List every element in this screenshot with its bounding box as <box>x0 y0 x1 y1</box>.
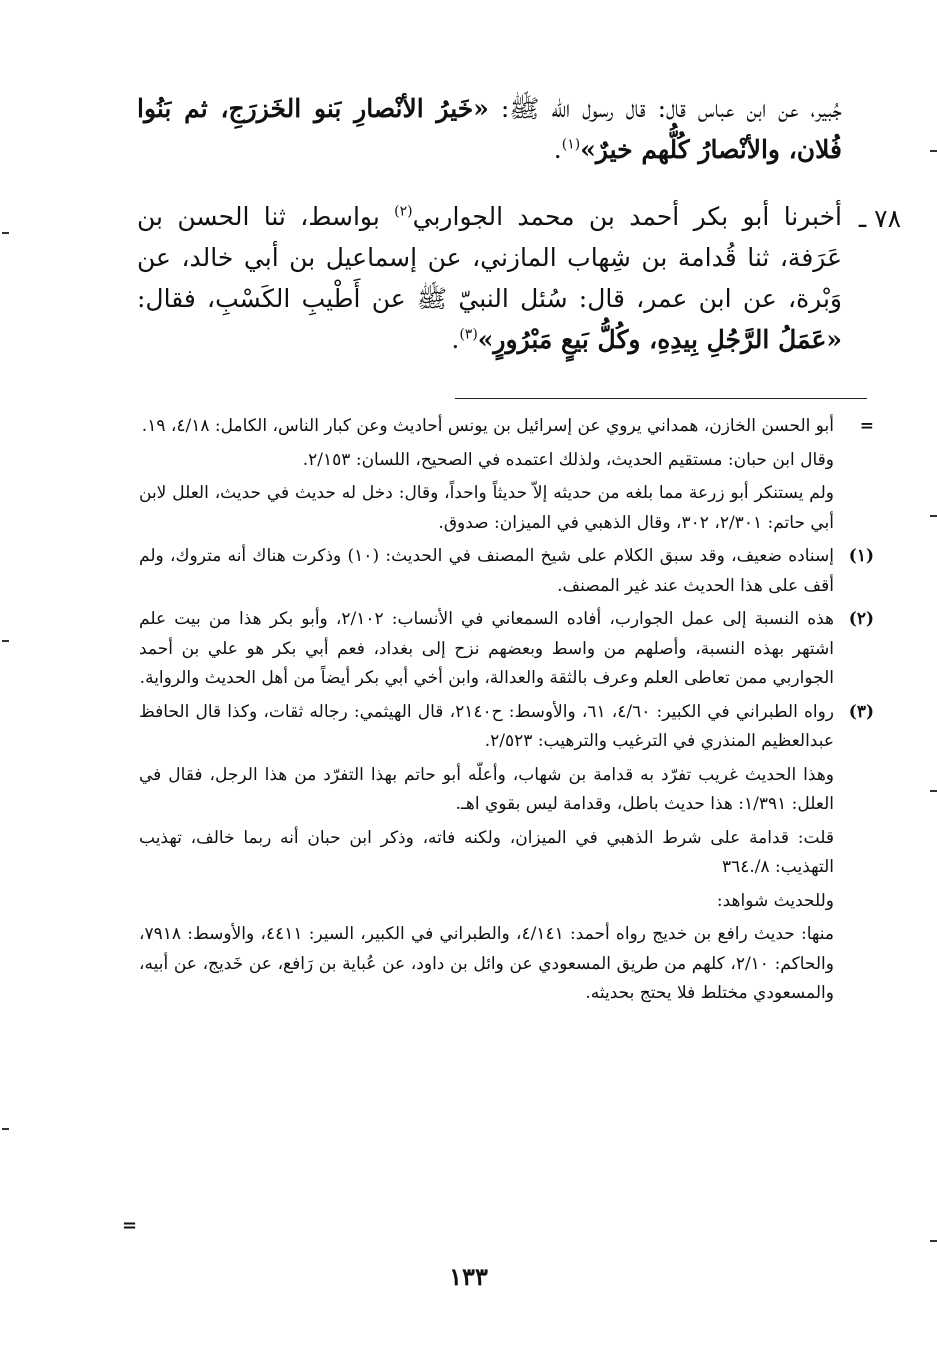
prophetic-saying: «خَيرُ الأنْصارِ بَنو الخَزرَجِ، ثم بَنُوا فُلان، والأنْصارُ كُلُّهم خيرٌ» <box>137 94 842 164</box>
footnotes-section <box>139 412 874 1013</box>
footnote-ref-1[interactable]: (١) <box>561 136 581 153</box>
scan-mark <box>930 1240 937 1242</box>
period: . <box>553 135 562 164</box>
isnad-start: أخبرنا أبو بكر أحمد بن محمد الجواربي <box>412 202 843 231</box>
footnote-line: إسناده ضعيف، وقد سبق الكلام على شيخ المصنف في الحديث: (١٠) وذكرت هناك أنه متروك، ولم أقف على هذا الحديث عند غير المصنف. <box>139 546 834 596</box>
footnote-line: رواه الطبراني في الكبير: ٤/٦٠، ٦١، والأوسط: ح٢١٤٠، قال الهيثمي: رجاله ثقات، وكذا قال الحافظ عبدالعظيم المنذري في الترغيب والترهيب: ٢/٥٢٣. <box>139 701 834 751</box>
footnote-separator <box>455 398 867 399</box>
footnote-marker: (٢) <box>848 609 874 629</box>
footnote-line: أبو الحسن الخازن، همداني يروي عن إسرائيل بن يونس أحاديث وعن كبار الناس، الكامل: ٤/١٨، ١٩. <box>141 416 834 436</box>
scan-mark <box>930 515 937 517</box>
footnote-line: وللحديث شواهد: <box>716 890 834 911</box>
scan-mark <box>2 640 9 642</box>
footnote-line: وقال ابن حبان: مستقيم الحديث، ولذلك اعتمده في الصحيح، اللسان: ٢/١٥٣. <box>302 449 834 470</box>
footnote-ref-2[interactable]: (٢) <box>394 203 413 220</box>
scan-mark <box>2 232 9 234</box>
period: . <box>451 325 460 354</box>
scan-mark <box>930 790 937 792</box>
footnote-ref-3[interactable]: (٣) <box>459 326 478 343</box>
hadith-number: ٧٨ ـ <box>858 204 901 233</box>
footnote-1 <box>139 542 874 601</box>
hadith-77-ending <box>137 88 842 170</box>
footnote-3 <box>139 698 874 1009</box>
footnote-line: هذه النسبة إلى عمل الجوارب، أفاده السمعاني في الأنساب: ٢/١٠٢، وأبو بكر هذا من بيت علم اشتهر بهذه النسبة، وأصلهم من واسط وبعضهم نزح إلى بغداد، فعم أبي بكر هو علي بن أحمد الجواربي ممن تعاطى العلم وعرف بالثقة والعدالة، وابن أخي أبي بكر أيضاً من أهل الحديث والرواية. <box>139 609 834 688</box>
footnote-line: ولم يستنكر أبو زرعة مما بلغه من حديثه إلاّ حديثاً واحداً، وقال: دخل له حديث في حديث، العلل لابن أبي حاتم: ٢/٣٠١، ٣٠٢، وقال الذهبي في الميزان: صدوق. <box>139 483 834 533</box>
hadith-78 <box>137 196 842 360</box>
scan-mark <box>930 150 937 152</box>
footnote-marker: (٣) <box>848 701 874 722</box>
footnote-line: وهذا الحديث غريب تفرّد به قدامة بن شهاب، وأعلّه أبو حاتم بهذا التفرّد من هذا الرجل، فقال في العلل: ١/٣٩١: هذا حديث باطل، وقدامة ليس بقوي اهـ. <box>139 764 834 814</box>
continuation-marker: = <box>859 416 874 436</box>
footnote-2 <box>139 605 874 694</box>
isnad-rest: بواسط، ثنا الحسن بن عَرَفة، ثنا قُدامة بن شِهاب المازني، عن إسماعيل بن أبي خالد، عن وَبْرة، عن ابن عمر، قال: سُئل النبيّ ﷺ عن أَطْيبِ الكَسْبِ، فقال: <box>137 202 842 313</box>
narration-text: جُبير، عن ابن عباس قال: قال رسول الله ﷺ: <box>488 94 842 123</box>
footnote-line: قلت: قدامة على شرط الذهبي في الميزان، ولكنه فاته، وذكر ابن حبان أنه ربما خالف، تهذيب التهذيب: ٨/.٣٦٤ <box>139 827 834 877</box>
footnote-continues-mark: = <box>122 1215 138 1236</box>
scan-mark <box>2 1128 9 1130</box>
page-number: ١٣٣ <box>449 1262 488 1291</box>
prophetic-saying: «عَمَلُ الرَّجُلِ بِيدِهِ، وكُلُّ بَيعٍ مَبْرُورٍ» <box>477 325 842 354</box>
footnote-line: منها: حديث رافع بن خديج رواه أحمد: ٤/١٤١، والطبراني في الكبير، السير: ٤٤١١، والأوسط: ٧٩١٨، والحاكم: ٢/١٠، كلهم من طريق المسعودي عن وائل بن داود، عن عُباية بن رَافع، عن خَديج، عن أبيه، والمسعودي مختلط فلا يحتج بحديثه. <box>139 924 834 1003</box>
footnote-continued <box>139 412 874 538</box>
footnote-marker: (١) <box>848 546 874 566</box>
